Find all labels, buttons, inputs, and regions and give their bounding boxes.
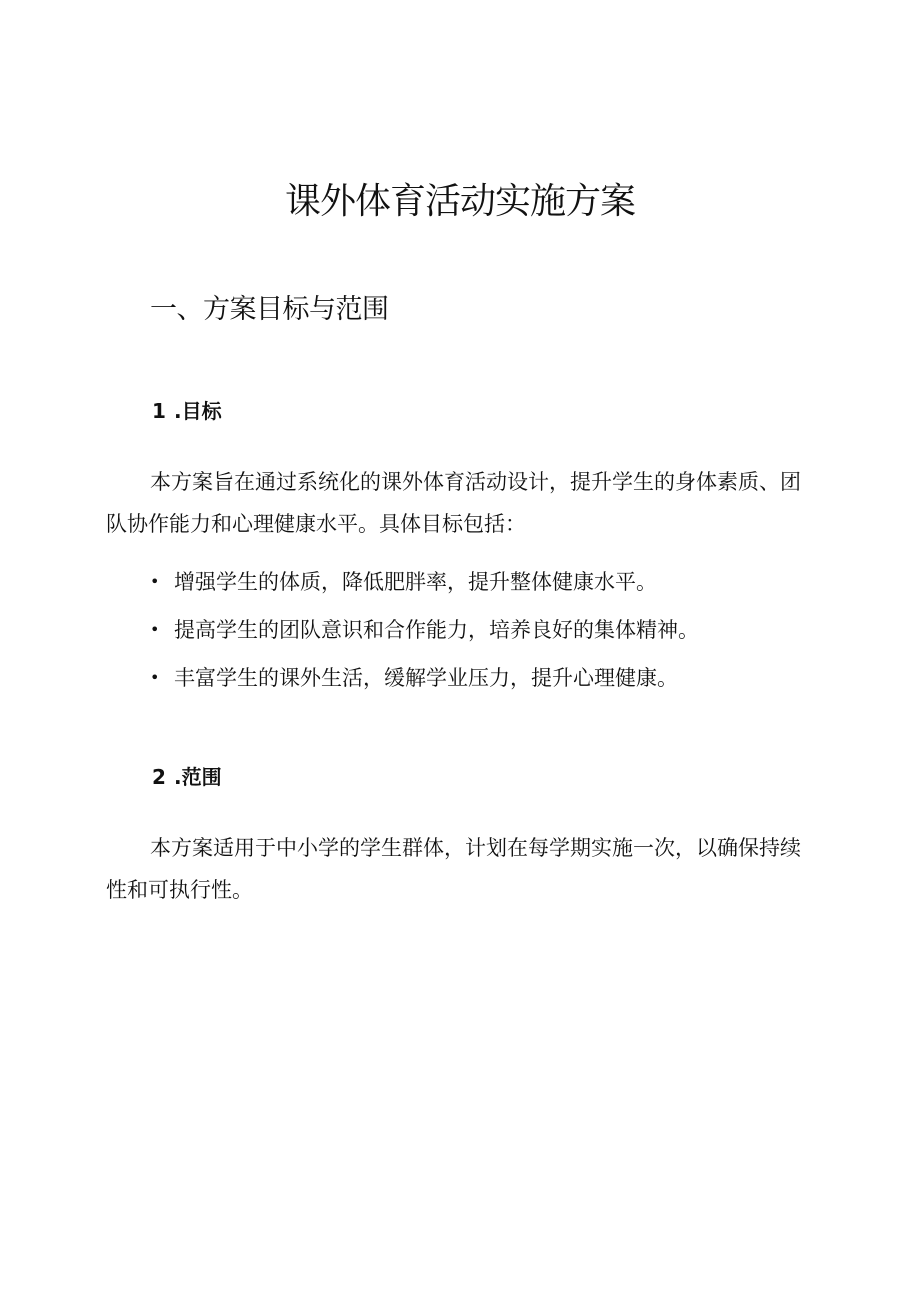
section-heading-goals-scope: 一、方案目标与范围 [150,294,389,325]
list-item [150,606,699,654]
bullet-icon: • [150,620,160,639]
list-item [150,654,699,702]
goal-bullet-list [150,558,699,702]
subheading-scope [152,762,222,792]
bullet-text: 丰富学生的课外生活，缓解学业压力，提升心理健康。 [174,666,678,690]
subheading-scope-label: .范围 [174,765,222,789]
list-item [150,558,699,606]
bullet-text: 增强学生的体质，降低肥胖率，提升整体健康水平。 [174,570,657,594]
subheading-scope-number: 2 [152,765,166,789]
subheading-goal-label: .目标 [174,399,222,423]
bullet-text: 提高学生的团队意识和合作能力，培养良好的集体精神。 [174,618,699,642]
subheading-goal-number: 1 [152,399,166,423]
bullet-icon: • [150,668,160,687]
document-title: 课外体育活动实施方案 [284,181,635,222]
goal-paragraph: 本方案旨在通过系统化的课外体育活动设计，提升学生的身体素质、团队协作能力和心理健康水平。具体目标包括： [106,470,801,536]
subheading-goal [152,396,222,426]
scope-paragraph: 本方案适用于中小学的学生群体，计划在每学期实施一次，以确保持续性和可执行性。 [106,836,801,902]
bullet-icon: • [150,572,160,591]
